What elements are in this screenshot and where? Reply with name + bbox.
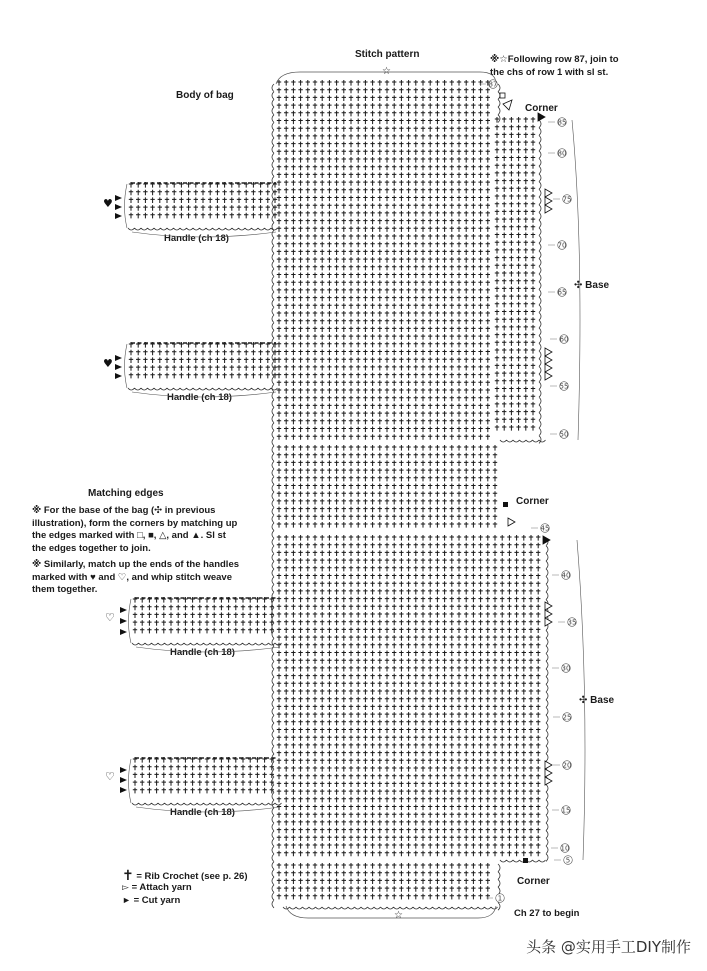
cut-yarn-arrow-4-3 [120,787,127,793]
handle-3-chain [132,643,282,645]
cut-yarn-arrow-2-2 [115,364,122,370]
edge-triangle-7 [545,372,552,380]
matching-para2-line1: ※ Similarly, match up the ends of the handles [32,559,240,570]
cut-yarn-arrow-3-3 [120,629,127,635]
row-number-60: 60 [559,335,569,344]
handle-bracket-4 [136,807,280,812]
lower-base-bottom-chain [500,860,546,862]
matching-para1-line3: the edges marked with □, ■, △, and ▲. Sl st [32,530,226,541]
base-mark-icon: ✣ [574,280,583,291]
row-number-45: 45 [540,524,550,533]
handle-end-bracket-3 [129,599,132,643]
handle-bracket-3 [136,647,280,652]
top-note-line-2: the chs of row 1 with sl st. [490,66,609,78]
stitch-grid-8 [133,597,274,633]
edge-triangle-8 [545,602,552,610]
cut-yarn-arrow-4-1 [120,767,127,773]
matching-edges-heading: Matching edges [88,488,164,499]
row-number-25: 25 [562,713,572,722]
body-of-bag-label: Body of bag [176,90,234,101]
stitch-grid-7 [129,342,277,378]
stitch-grid-3 [277,535,541,856]
stitch-grid-9 [133,757,274,793]
bottom-corner-loops [497,864,503,910]
base-bracket-top [572,120,583,440]
handle-bracket-1 [132,232,276,237]
row-number-65: 65 [557,288,567,297]
handle-4-chain [132,803,282,805]
corner-triangle-filled-top [538,113,545,121]
matching-para1-line1: ※ For the base of the bag (✣ in previous [32,505,216,516]
base-label-text: Base [585,280,610,291]
edge-triangle-1 [545,189,552,197]
row-number-55: 55 [559,382,569,391]
stitch-grid-5 [495,117,535,431]
row-number-75: 75 [562,195,572,204]
corner-triangle-outline-middle [508,518,515,526]
handle-label-3: Handle (ch 18) [170,647,235,658]
row-number-87: 87 [488,80,498,89]
edge-triangle-12 [545,769,552,777]
handle-2-chain [128,388,278,390]
edge-triangle-5 [545,356,552,364]
heart-marker-2: ♥ [103,357,113,370]
row-number-70: 70 [557,241,567,250]
heart-marker-3: ♡ [105,611,115,624]
top-corner-loops [498,84,500,123]
heart-marker-4: ♡ [105,770,115,783]
edge-triangle-6 [545,364,552,372]
corner-square-filled [523,858,528,863]
matching-para2-line2: marked with ♥ and ♡, and whip stitch weave [32,571,232,583]
cut-yarn-arrow-2-1 [115,355,122,361]
cut-yarn-arrow-3-1 [120,607,127,613]
legend-attach-text: = Attach yarn [131,882,192,893]
row-number-15: 15 [561,806,571,815]
stitch-grid-1 [277,80,490,440]
start-chain-label: Ch 27 to begin [514,908,580,919]
upper-base-bottom-chain [500,440,546,442]
row-number-10: 10 [560,844,570,853]
row-number-80: 80 [557,149,567,158]
cut-yarn-arrow-1-1 [115,195,122,201]
edge-triangle-13 [545,777,552,785]
corner-label-bottom: Corner [517,876,550,887]
top-note-line-1: ※☆Following row 87, join to [490,54,619,65]
corner-label-middle: Corner [516,496,549,507]
edge-triangle-10 [545,618,552,626]
handle-bracket-2 [132,392,276,397]
corner-label-top: Corner [525,103,558,114]
cut-yarn-icon: ► [122,895,131,905]
foundation-chain [283,907,498,909]
base-label-text: Base [590,695,615,706]
matching-para2-line3: them together. [32,584,98,595]
base-mark-icon: ✣ [579,695,588,706]
row-number-35: 35 [567,618,577,627]
matching-para1-line2: illustration), form the corners by matching up [32,517,238,529]
handle-end-bracket-4 [129,759,132,803]
stitch-grid-6 [129,182,277,218]
watermark: 头条 @实用手工DIY制作 [526,938,691,956]
handle-end-bracket-1 [125,184,128,228]
handle-label-1: Handle (ch 18) [164,233,229,244]
stitch-grid-2 [277,445,497,528]
attach-yarn-icon: ▻ [122,882,129,892]
page-title: Stitch pattern [355,49,420,60]
handle-end-bracket-2 [125,344,128,388]
handle-label-4: Handle (ch 18) [170,807,235,818]
cut-yarn-arrow-2-3 [115,373,122,379]
corner-square-outline-top [500,93,505,98]
corner-triangle-outline-top [503,100,512,110]
handle-1-chain [128,228,278,230]
row-number-20: 20 [562,761,572,770]
base-bracket-bottom [577,540,588,860]
row-number-40: 40 [561,571,571,580]
lower-right-edge-loops [546,538,548,861]
edge-triangle-4 [545,348,552,356]
rib-crochet-icon: ✝ [122,867,134,883]
row-number-50: 50 [559,430,569,439]
row-number-5: 5 [565,856,571,865]
legend-cut-text: = Cut yarn [133,895,181,906]
cut-yarn-arrow-1-3 [115,213,122,219]
row-number-1: 1 [497,894,503,903]
handle-label-2: Handle (ch 18) [167,392,232,403]
bottom-star-icon: ☆ [394,910,403,921]
matching-para1-line4: the edges together to join. [32,542,151,554]
top-star-icon: ☆ [382,66,391,77]
legend-rib-text: = Rib Crochet (see p. 26) [136,871,248,882]
upper-right-edge-loops [539,120,541,443]
edge-triangle-2 [545,197,552,205]
heart-marker-1: ♥ [103,197,113,210]
corner-triangle-filled-lower [543,536,550,544]
row-number-30: 30 [561,664,571,673]
cut-yarn-arrow-3-2 [120,618,127,624]
cut-yarn-arrow-1-2 [115,204,122,210]
edge-triangle-11 [545,761,552,769]
row-number-85: 85 [557,118,567,127]
edge-triangle-3 [545,205,552,213]
corner-square-filled-middle [503,502,508,507]
cut-yarn-arrow-4-2 [120,777,127,783]
edge-triangle-9 [545,610,552,618]
stitch-grid-4 [277,863,490,899]
